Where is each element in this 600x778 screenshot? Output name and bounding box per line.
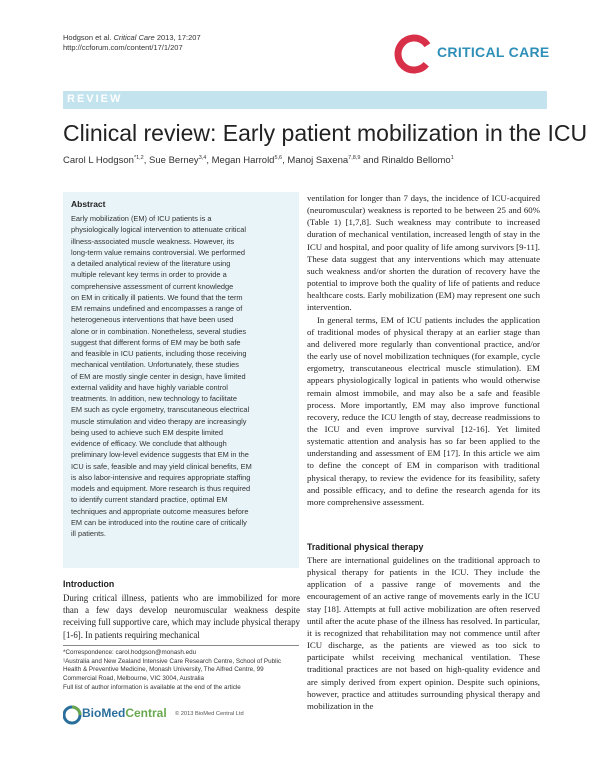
author-name: Sue Berney [149, 155, 199, 167]
author-name: Megan Harrold [211, 155, 275, 167]
abstract-line: heterogeneous interventions that have been used [71, 315, 234, 325]
citation-details: 2013, 17:207 [154, 33, 201, 42]
abstract-line: and feasible in ICU patients, including those receiving [71, 349, 247, 358]
section-label-band [63, 91, 547, 109]
paragraph: In general terms, EM of ICU patients includes the application of traditional modes of physical therapy at an earlier stage than and delivered more regularly than conventional practice, and/or the early use of novel mobilization techniques (for example, cycle ergometry, transcutaneous electrical muscle stimulation). EM appears physiologically logical in patients who would otherwise remain almost immobile, and may also be a safe and feasible process. More importantly, EM may also improve functional recovery, reduce the ICU length of stay, decrease readmissions to the ICU and even improve survival [12-16]. Yet limited systematic attention and analysis has so far been applied to the understanding and assessment of EM [17]. In this article we aim to define the concept of EM in comparison with traditional physical therapy, to review the evidence for its feasibility, safety and possible efficacy, and to define the research agenda for its more comprehensive assessment. [307, 314, 540, 507]
footnote-divider [63, 645, 299, 646]
abstract-line: techniques and appropriate outcome measures before [71, 506, 249, 516]
author-name: Carol L Hodgson [63, 155, 134, 167]
author-name: Rinaldo Bellomo [381, 155, 451, 167]
footnote-line: ¹Australia and New Zealand Intensive Care Research Centre, School of Public [63, 657, 282, 665]
abstract-line: treatments. In addition, new technology to facilitate [71, 394, 237, 403]
introduction-heading: Introduction [63, 579, 115, 589]
abstract-line: alone or in combination. Nonetheless, several studies [71, 326, 247, 336]
abstract-line: EM remains undefined and encompasses a range of [71, 304, 243, 313]
publisher-logo-text: BioMedCentral [82, 706, 167, 720]
citation-authors: Hodgson et al. [63, 33, 112, 42]
abstract-line: of EM are mostly single center in design, have limited [71, 371, 246, 381]
author-name: Manoj Saxena [287, 155, 349, 167]
citation-header [63, 33, 201, 53]
abstract-line: mechanical ventilation. Unfortunately, these studies [71, 360, 239, 370]
paragraph: ventilation for longer than 7 days, the incidence of ICU-acquired (neuromuscular) weakness is reported to be between 25 and 60% (Table 1) [1,7,8]. Such weakness may contribute to increased duration of mechanical ventilation, increased length of stay in the ICU and hospital, and poor quality of life among survivors [9-11]. These data suggest that any interventions which may attenuate such weakness and/or shorten the duration of recovery have the potential to improve both the quality of life of patients and reduce healthcare costs. Early mobilization (EM) may represent one such intervention. [307, 193, 540, 313]
footnote-line: Health & Preventive Medicine, Monash University, The Alfred Centre, 99 [63, 666, 264, 674]
introduction-text: During critical illness, patients who are immobilized for more than a few days develop neuromuscular weakness despite receiving full supportive care, which may include physical therapy [1-6]. In patients requiring mechanical [63, 593, 300, 640]
author-affiliation: 3,4 [198, 155, 207, 161]
abstract-line: EM can be introduced into the routine care of critically [71, 517, 247, 527]
journal-logo-text: CRITICAL CARE [437, 44, 550, 60]
abstract-line: is also labor-intensive and requires appropriate staffing [71, 472, 251, 482]
copyright-notice: © 2013 BioMed Central Ltd [175, 711, 244, 717]
abstract-line: evidence of efficacy. We conclude that although [71, 439, 227, 448]
abstract-line: ICU is safe, feasible and may yield clinical benefits, EM [71, 461, 252, 471]
citation-journal: Critical Care [113, 33, 155, 42]
abstract-heading: Abstract [71, 199, 106, 209]
abstract-line: ill patients. [71, 529, 106, 538]
abstract-line: long-term value remains controversial. We performed [71, 247, 246, 257]
section-label: REVIEW [67, 93, 123, 105]
abstract-line: being used to achieve such EM despite limited [71, 427, 224, 437]
article-url[interactable]: http://ccforum.com/content/17/1/207 [63, 43, 183, 52]
section-text-traditional-physical-therapy: There are international guidelines on the traditional approach to physical therapy for patients in the ICU. They include the application of a passive range of movements and the encouragement of an active range of movements early in the ICU stay [18]. Attempts at full active mobilization are often reserved until after the acute phase of the illness has resolved. In particular, it is recognized that rehabilitation may not commence until after ICU discharge, as the patients are viewed as too sick to participate whilst receiving mechanical ventilation. These traditional practices are not based on high-quality evidence and are simply derived from expert opinion. Despite such opinions, however, practice and attitudes surrounding physical therapy and mobilization in the [307, 555, 540, 711]
author-affiliation: 1 [450, 155, 454, 161]
abstract-line: to identify current standard practice, optimal EM [71, 495, 228, 505]
author-affiliation: 5,6 [274, 155, 283, 161]
abstract-line: Early mobilization (EM) of ICU patients is a [71, 214, 212, 223]
abstract-line: external validity and have highly variable control [71, 382, 228, 392]
abstract-line: suggest that different forms of EM may be both safe [71, 337, 241, 347]
footnote-line: *Correspondence: carol.hodgson@monash.edu [63, 649, 197, 656]
abstract-line: on EM in critically ill patients. We found that the term [71, 292, 243, 302]
article-title: Clinical review: Early patient mobilization in the ICU [63, 120, 588, 146]
abstract-line: preliminary low-level evidence suggests that EM in the [71, 450, 249, 460]
author-affiliation: *1,2 [133, 155, 144, 161]
abstract-line: muscle stimulation and video therapy are increasingly [71, 416, 247, 426]
abstract-line: physiologically logical intervention to attenuate critical [71, 225, 247, 235]
abstract-line: EM such as cycle ergometry, transcutaneous electrical [71, 405, 250, 415]
abstract-line: comprehensive assessment of current knowledge [71, 281, 234, 291]
abstract-line: multiple relevant key terms in order to provide a [71, 270, 227, 280]
section-heading-traditional-physical-therapy: Traditional physical therapy [307, 542, 424, 552]
author-affiliation: 7,8,9 [348, 155, 361, 161]
author-list: Carol L Hodgson$^{*1,2}$, Sue Berney$^{3,4}$, Megan Harrold$^{5,6}$, Manoj Saxena$^{7,8,9}$ and Rinaldo Bellomo$^1$ [63, 155, 454, 167]
abstract-line: illness-associated muscle weakness. However, its [71, 236, 235, 246]
abstract-text [71, 213, 293, 539]
footnote-line: Commercial Road, Melbourne, VIC 3004, Australia [63, 675, 205, 683]
abstract-line: models and equipment. More research is thus required [71, 484, 251, 493]
body-text-right-column [307, 192, 540, 508]
abstract-line: a detailed analytical review of the literature using [71, 259, 231, 268]
footnote-line: Full list of author information is available at the end of the article [63, 683, 241, 691]
footnotes [63, 649, 299, 693]
